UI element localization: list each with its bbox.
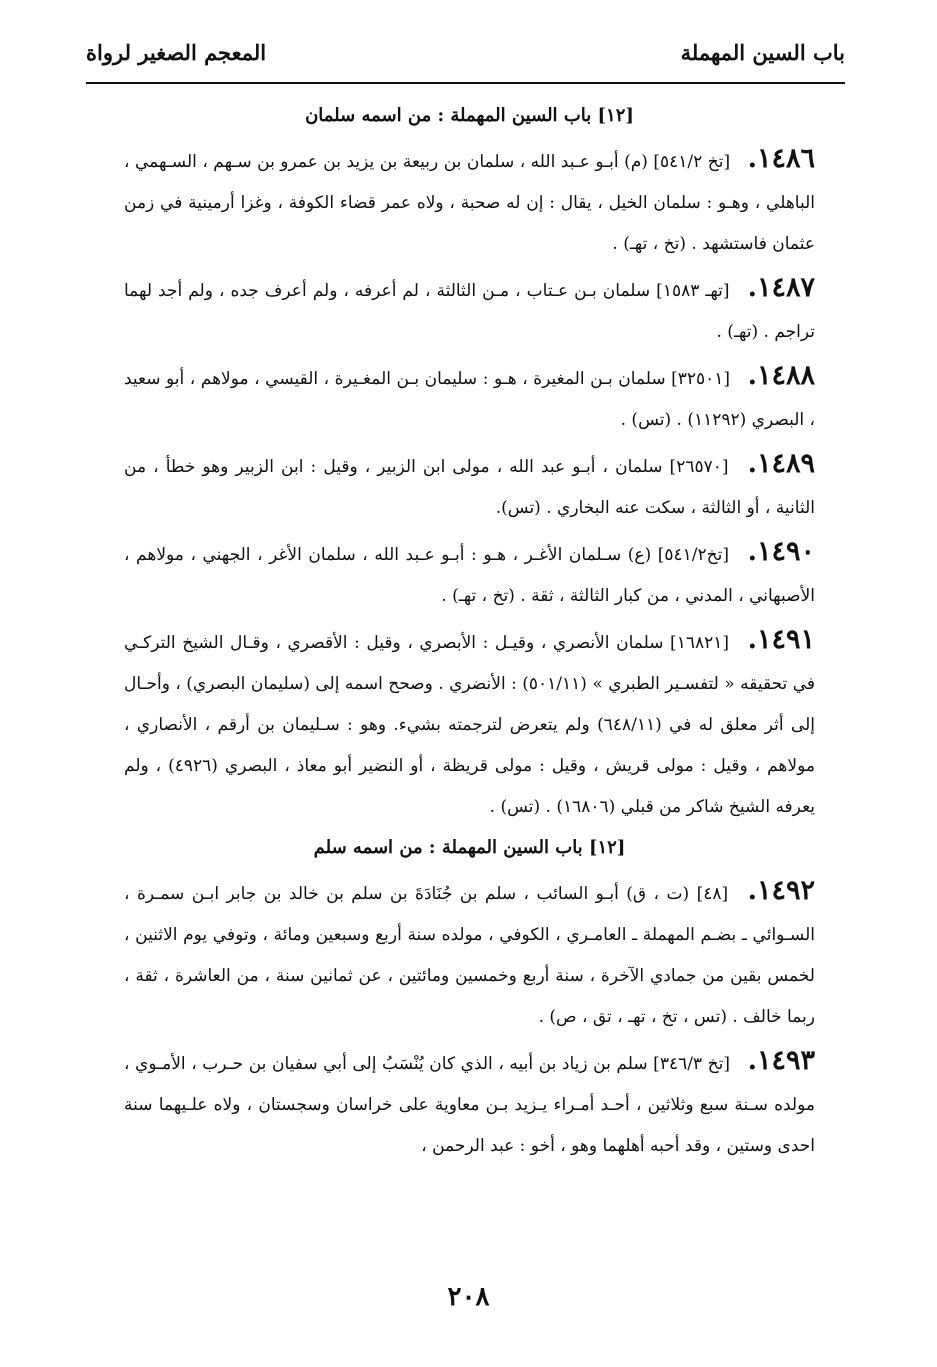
entry-number: ١٤٨٦.: [747, 143, 815, 174]
section-salman: [124, 96, 815, 828]
entry-1492: [124, 870, 815, 1038]
section-heading: [١٢] باب السين المهملة : من اسمه سلمان: [305, 105, 634, 126]
entry-number: ١٤٩٠.: [747, 536, 815, 567]
entry-1490: [124, 531, 815, 617]
header-book-title: المعجم الصغير لرواة: [86, 39, 267, 65]
entry-number: ١٤٨٨.: [747, 360, 816, 391]
entry-1493: [124, 1040, 815, 1167]
entry-text: [١٦٨٢١] سلمان الأنصري ، وقيـل : الأبصري ، وقيل : الأقصري ، وقـال الشيخ التركـي في تحقيقه « لتفسـير الطبري » (٥٠١/١١) : الأنضري . وصحح اسمه إلى (سليمان البصري) ، وأحـال إلى أثر معلق له في (٦٤٨/١١) ولم يتعرض لترجمته بشيء. وهو : سـليمان بن أرقم ، الأنصاري ، مولاهم ، وقيل : مولى قريش ، وقيل : مولى قريظة ، أو النضير أبو معاذ ، البصري (٤٩٢٦) ، ولم يعرفه الشيخ شاكر من قبلي (١٦٨٠٦) . (تس) .: [124, 633, 815, 817]
entry-text: [تخ ٥٤١/٢] (م) أبـو عـبد الله ، سلمان بن ربيعة بن يزيد بن عمرو بن سـهم ، السـهمي ، الباهلي ، وهـو : سلمان الخيل ، يقال : إن له صحبة ، ولاه عمر قضاء الكوفة ، وغزا أرمينية في زمن عثمان فاستشهد . (تخ ، تهـ) .: [124, 152, 815, 254]
entry-number: ١٤٩٢.: [747, 875, 815, 906]
entry-text: [تخ ٣٤٦/٣] سلم بن زياد بن أبيه ، الذي كان يُنْسَبُ إلى أبي سفيان بن حـرب ، الأمـوي ، مولده سـنة سبع وثلاثين ، أحـد أمـراء يـزيد بـن معاوية على خراسان وسجستان ، ولاه علـيهما سنة احدى وستين ، وقد أحبه أهلهما وهو ، أخو : عبد الرحمن ،: [124, 1054, 815, 1156]
page-body: [124, 96, 815, 1167]
entry-1491: [124, 619, 815, 828]
entry-number: ١٤٩١.: [747, 624, 815, 655]
entry-1489: [124, 443, 815, 529]
section-salm: [124, 828, 815, 1167]
header-divider: [86, 82, 845, 84]
entry-text: [٤٨] (ت ، ق) أبـو السائب ، سلم بن جُنَادَةَ بن سلم بن خالد بن جابر ابـن سمـرة ، السـوائي ـ بضـم المهملة ـ العامـري ، الكوفي ، مولده سنة أربع وسبعين ومائة ، وتوفي يوم الاثنين ، لخمس بقين من جمادي الآخرة ، سنة أربع وخمسين ومائتين ، عن ثمانين سنة ، من العاشرة ، ثقة ، ربما خالف . (تس ، تخ ، تهـ ، تق ، ص) .: [124, 884, 815, 1027]
page-number: ٢٠٨: [447, 1282, 490, 1312]
entry-number: ١٤٨٩.: [747, 448, 816, 479]
entry-text: [٢٦٥٧٠] سلمان ، أبـو عبد الله ، مولى ابن الزبير ، وقيل : ابن الزبير وهو خطأ ، من الثانية ، أو الثالثة ، سكت عنه البخاري . (تس).: [124, 457, 815, 518]
entry-number: ١٤٩٣.: [747, 1045, 815, 1076]
running-header: [86, 32, 845, 72]
section-heading: [١٢] باب السين المهملة : من اسمه سلم: [313, 837, 626, 858]
header-chapter-title: باب السين المهملة: [680, 39, 845, 65]
entry-text: [تهـ ١٥٨٣] سلمان بـن عـتاب ، مـن الثالثة ، لم أعرفه ، ولم أعرف جده ، ولم أجد لهما تراجم . (تهـ) .: [124, 281, 815, 342]
entry-number: ١٤٨٧.: [747, 272, 815, 303]
entry-text: [٣٢٥٠١] سلمان بـن المغيرة ، هـو : سليمان بـن المغـيرة ، القيسي ، مولاهم ، أبو سعيد ، البصري (١١٢٩٢) . (تس) .: [124, 369, 815, 430]
entry-1488: [124, 355, 815, 441]
entry-1486: [124, 138, 815, 265]
entry-text: [تخ٥٤١/٢] (ع) سـلمان الأغـر ، هـو : أبـو عـبد الله ، سلمان الأغر ، الجهني ، مولاهم ، الأصبهاني ، المدني ، من كبار الثالثة ، ثقة . (تخ ، تهـ) .: [124, 545, 815, 606]
entry-1487: [124, 267, 815, 353]
